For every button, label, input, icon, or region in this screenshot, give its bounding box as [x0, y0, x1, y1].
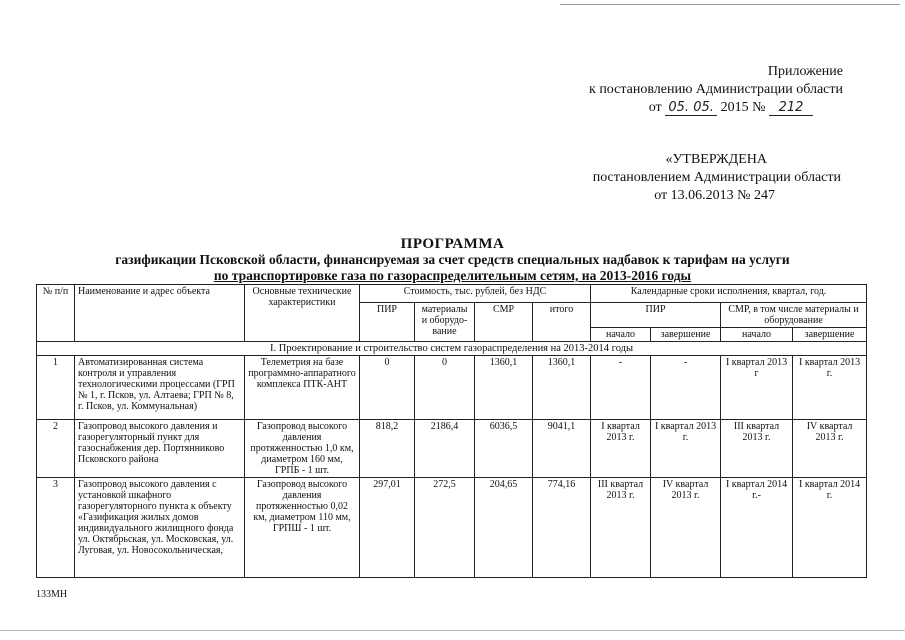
smr-start: I квартал 2014 г.- — [721, 478, 793, 578]
cost-pir: 818,2 — [360, 420, 415, 478]
col-header-pir: ПИР — [360, 303, 415, 342]
col-header-dates: Календарные сроки исполнения, квартал, год. — [591, 285, 867, 303]
object-name: Газопровод высокого давления с установкой шкафного газорегуляторного пункта к объекту «Газификация жилых домов индивидуального жилищного фонда ул. Октябрьская, ул. Московская, ул. Луговая, ул. Новосокольническая, — [75, 478, 245, 578]
pir-end: - — [651, 356, 721, 420]
pir-end: I квартал 2013 г. — [651, 420, 721, 478]
cost-smr: 204,65 — [475, 478, 533, 578]
col-header-name: Наименование и адрес объекта — [75, 285, 245, 342]
cost-pir: 297,01 — [360, 478, 415, 578]
cost-total: 1360,1 — [533, 356, 591, 420]
scan-edge-line — [560, 4, 900, 5]
scan-edge-line — [0, 630, 905, 631]
col-header-smr-dates: СМР, в том числе материалы и оборудование — [721, 303, 867, 328]
object-name: Газопровод высокого давления и газорегуляторный пункт для газоснабжения дер. Портянниково Псковского района — [75, 420, 245, 478]
year-number-label: 2015 № — [720, 100, 766, 115]
smr-end: I квартал 2013 г. — [793, 356, 867, 420]
appendix-date-number — [649, 100, 813, 116]
handwritten-number: 212 — [769, 100, 813, 116]
cost-materials: 2186,4 — [415, 420, 475, 478]
cost-materials: 0 — [415, 356, 475, 420]
approved-by: постановлением Администрации области — [592, 170, 841, 185]
header-row-1 — [37, 285, 867, 303]
smr-start: I квартал 2013 г — [721, 356, 793, 420]
row-number: 3 — [37, 478, 75, 578]
table-row — [37, 356, 867, 420]
cost-total: 774,16 — [533, 478, 591, 578]
pir-start: III квартал 2013 г. — [591, 478, 651, 578]
document-subtitle-line2: по транспортировке газа по газораспределительным сетям, на 2013-2016 годы — [213, 268, 692, 283]
row-number: 2 — [37, 420, 75, 478]
cost-materials: 272,5 — [415, 478, 475, 578]
cost-total: 9041,1 — [533, 420, 591, 478]
appendix-resolution-ref: к постановлению Администрации области — [589, 82, 843, 97]
smr-start: III квартал 2013 г. — [721, 420, 793, 478]
object-specs: Телеметрия на базе программно-аппаратного комплекса ПТК-АНТ — [245, 356, 360, 420]
col-header-pir-end: завершение — [651, 328, 721, 342]
cost-smr: 1360,1 — [475, 356, 533, 420]
program-table — [36, 284, 867, 578]
smr-end: I квартал 2014 г. — [793, 478, 867, 578]
section-title: I. Проектирование и строительство систем газораспределения на 2013-2014 годы — [37, 342, 867, 356]
col-header-cost: Стоимость, тыс. рублей, без НДС — [360, 285, 591, 303]
col-header-smr-end: завершение — [793, 328, 867, 342]
pir-start: I квартал 2013 г. — [591, 420, 651, 478]
cost-pir: 0 — [360, 356, 415, 420]
col-header-smr-start: начало — [721, 328, 793, 342]
col-header-pir-dates: ПИР — [591, 303, 721, 328]
table-row — [37, 478, 867, 578]
object-specs: Газопровод высокого давления протяженностью 0,02 км, диаметром 110 мм, ГРПШ - 1 шт. — [245, 478, 360, 578]
appendix-label: Приложение — [767, 64, 843, 79]
section-row — [37, 342, 867, 356]
object-name: Автоматизированная система контроля и управления технологическими процессами (ГРП № 1, г. Псков, ул. Алтаева; ГРП № 8, г. Псков, ул. Коммунальная) — [75, 356, 245, 420]
smr-end: IV квартал 2013 г. — [793, 420, 867, 478]
date-prefix: от — [648, 100, 662, 115]
approved-label: «УТВЕРЖДЕНА — [665, 152, 767, 167]
col-header-smr: СМР — [475, 303, 533, 342]
pir-start: - — [591, 356, 651, 420]
table-row — [37, 420, 867, 478]
cost-smr: 6036,5 — [475, 420, 533, 478]
document-title: ПРОГРАММА — [400, 236, 505, 252]
col-header-pir-start: начало — [591, 328, 651, 342]
handwritten-date: 05. 05. — [665, 100, 717, 116]
pir-end: IV квартал 2013 г. — [651, 478, 721, 578]
col-header-specs: Основные технические характеристики — [245, 285, 360, 342]
object-specs: Газопровод высокого давления протяженностью 1,0 км, диаметром 160 мм, ГРПБ - 1 шт. — [245, 420, 360, 478]
col-header-total: итого — [533, 303, 591, 342]
col-header-materials: материалы и оборудо-вание — [415, 303, 475, 342]
document-subtitle-line1: газификации Псковской области, финансируемая за счет средств специальных надбавок к тарифам на услуги — [115, 252, 790, 267]
col-header-number: № п/п — [37, 285, 75, 342]
approved-date: от 13.06.2013 № 247 — [654, 188, 775, 203]
row-number: 1 — [37, 356, 75, 420]
document-code: 133МН — [36, 589, 68, 600]
